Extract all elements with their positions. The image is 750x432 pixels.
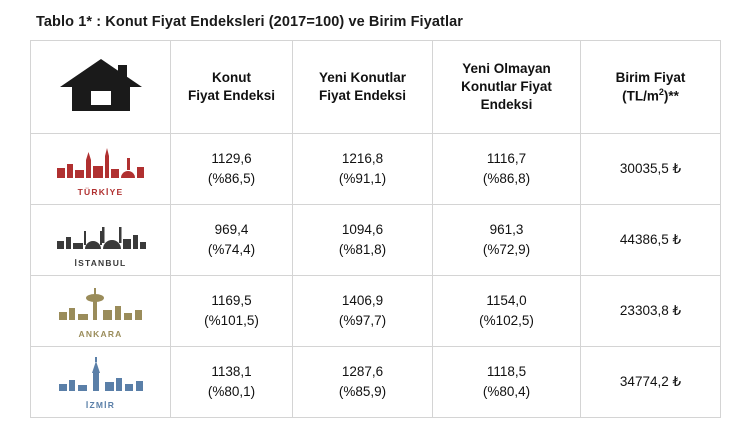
header-birim-fiyat-unit-sup: 2 bbox=[658, 86, 664, 97]
header-birim-fiyat bbox=[581, 41, 721, 134]
header-yeni-olmayan-line2: Konutlar Fiyat bbox=[461, 79, 552, 95]
value-percent: (%86,5) bbox=[207, 171, 256, 186]
value-index: 1129,6 bbox=[211, 151, 252, 167]
value-percent: (%102,5) bbox=[479, 313, 534, 328]
table-row bbox=[31, 205, 721, 276]
value-index: 1216,8 bbox=[341, 151, 384, 167]
cell-yeni-konutlar bbox=[293, 347, 433, 418]
value-index: 1116,7 bbox=[486, 151, 527, 167]
value-percent: (%86,8) bbox=[482, 171, 531, 186]
cell-yeni-olmayan bbox=[433, 134, 581, 205]
row-region-istanbul bbox=[31, 205, 171, 276]
cell-konut-fiyat-endeksi bbox=[171, 276, 293, 347]
header-birim-fiyat-line1: Birim Fiyat bbox=[615, 69, 686, 85]
value-percent: (%101,5) bbox=[204, 313, 259, 328]
header-yeni-olmayan-line1: Yeni Olmayan bbox=[462, 61, 551, 77]
region-label: İSTANBUL bbox=[74, 257, 127, 268]
value-index: 1406,9 bbox=[341, 293, 384, 309]
value-index: 1287,6 bbox=[341, 364, 384, 380]
value-percent: (%91,1) bbox=[338, 171, 387, 186]
header-yeni-konutlar-line2: Fiyat Endeksi bbox=[318, 88, 407, 103]
cell-birim-fiyat: 44386,5 ₺ bbox=[581, 205, 721, 276]
row-region-turkiye bbox=[31, 134, 171, 205]
header-konut-line2: Fiyat Endeksi bbox=[187, 88, 276, 103]
value-index: 1094,6 bbox=[341, 222, 384, 238]
istanbul-skyline-icon bbox=[53, 213, 149, 256]
region-label: TÜRKİYE bbox=[77, 186, 124, 197]
value-index: 961,3 bbox=[489, 222, 524, 238]
header-konut-line1: Konut bbox=[212, 70, 251, 86]
row-region-izmir bbox=[31, 347, 171, 418]
value-index: 1169,5 bbox=[211, 293, 252, 309]
table-row bbox=[31, 276, 721, 347]
header-corner-house-icon-cell bbox=[31, 41, 171, 134]
header-birim-fiyat-unit-pre: (TL/m bbox=[622, 88, 659, 104]
table-row bbox=[31, 134, 721, 205]
value-index: 1154,0 bbox=[486, 293, 527, 309]
row-region-ankara bbox=[31, 276, 171, 347]
cell-yeni-olmayan bbox=[433, 205, 581, 276]
table-header-row bbox=[31, 41, 721, 134]
page-bottom-spacer bbox=[0, 418, 750, 432]
value-percent: (%80,4) bbox=[482, 384, 531, 399]
table-header bbox=[31, 41, 721, 134]
cell-konut-fiyat-endeksi bbox=[171, 347, 293, 418]
header-konut-fiyat-endeksi bbox=[171, 41, 293, 134]
cell-yeni-olmayan bbox=[433, 347, 581, 418]
page-title: Tablo 1* : Konut Fiyat Endeksleri (2017=100) ve Birim Fiyatlar bbox=[36, 14, 463, 30]
region-label: ANKARA bbox=[78, 328, 123, 339]
region-label: İZMİR bbox=[85, 399, 116, 410]
header-birim-fiyat-unit-post: )** bbox=[663, 88, 679, 104]
value-percent: (%85,9) bbox=[338, 384, 387, 399]
value-index: 969,4 bbox=[214, 222, 249, 238]
cell-birim-fiyat: 23303,8 ₺ bbox=[581, 276, 721, 347]
housing-price-index-table bbox=[30, 40, 721, 418]
header-yeni-olmayan-line3: Endeksi bbox=[480, 96, 533, 112]
value-index: 1138,1 bbox=[211, 364, 252, 380]
cell-yeni-konutlar bbox=[293, 134, 433, 205]
ankara-skyline-icon bbox=[53, 284, 149, 327]
cell-birim-fiyat: 34774,2 ₺ bbox=[581, 347, 721, 418]
header-birim-fiyat-line2 bbox=[581, 87, 720, 105]
cell-konut-fiyat-endeksi bbox=[171, 205, 293, 276]
cell-yeni-konutlar bbox=[293, 276, 433, 347]
header-yeni-konutlar-line1: Yeni Konutlar bbox=[318, 70, 406, 86]
cell-yeni-olmayan bbox=[433, 276, 581, 347]
cell-yeni-konutlar bbox=[293, 205, 433, 276]
value-percent: (%74,4) bbox=[207, 242, 256, 257]
value-percent: (%80,1) bbox=[207, 384, 256, 399]
house-icon bbox=[58, 101, 144, 116]
table-body bbox=[31, 134, 721, 418]
header-yeni-konutlar-fiyat-endeksi bbox=[293, 41, 433, 134]
izmir-skyline-icon bbox=[53, 355, 149, 398]
value-index: 1118,5 bbox=[486, 364, 527, 380]
value-percent: (%97,7) bbox=[338, 313, 387, 328]
cell-birim-fiyat: 30035,5 ₺ bbox=[581, 134, 721, 205]
turkiye-skyline-icon bbox=[53, 142, 149, 185]
value-percent: (%72,9) bbox=[482, 242, 531, 257]
header-yeni-olmayan-konutlar-fiyat-endeksi bbox=[433, 41, 581, 134]
value-percent: (%81,8) bbox=[338, 242, 387, 257]
table-row bbox=[31, 347, 721, 418]
cell-konut-fiyat-endeksi bbox=[171, 134, 293, 205]
